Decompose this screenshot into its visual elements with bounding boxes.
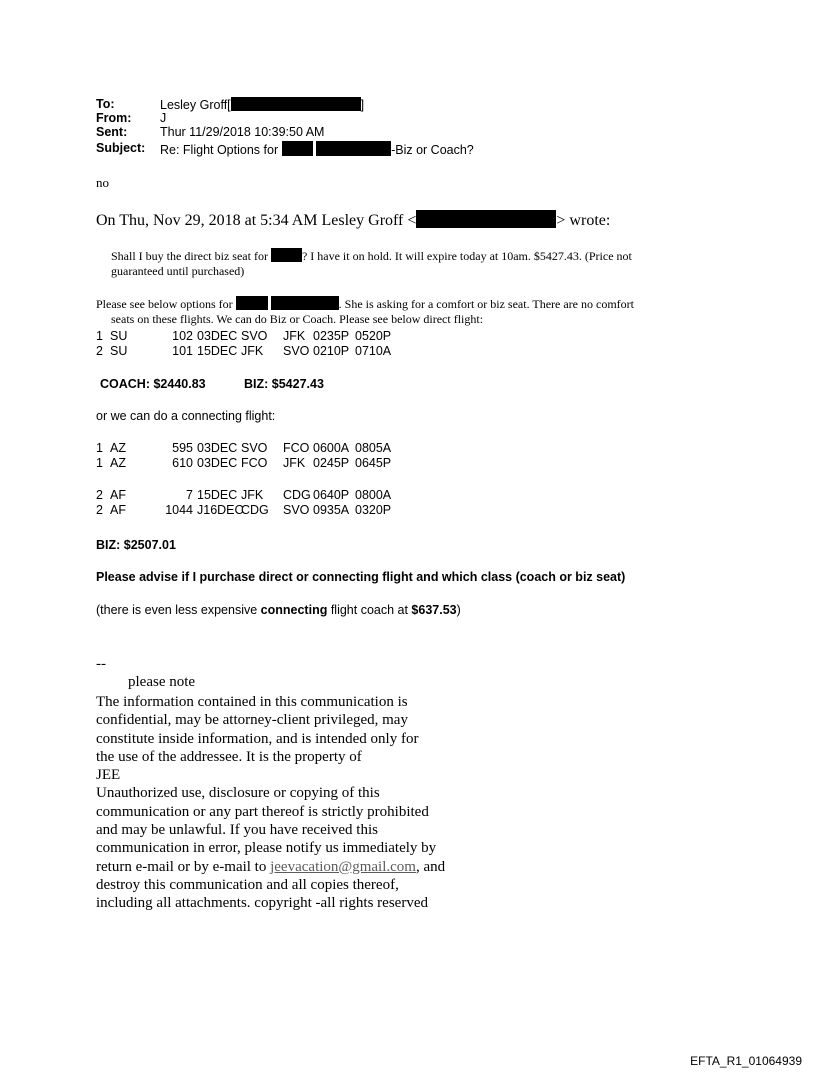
flight-num: 7 (186, 488, 193, 502)
redaction (231, 97, 361, 111)
note-e: ) (456, 603, 461, 617)
biz-price: BIZ: $5427.43 (244, 377, 324, 391)
flight-seg: 2 (96, 503, 103, 517)
flight-to: SVO (283, 344, 310, 358)
flight-arr: 0520P (355, 329, 392, 343)
disclaimer-line: confidential, may be attorney-client privileged, may (96, 712, 408, 729)
quote-suffix: > wrote: (556, 212, 611, 229)
from-value: J (160, 111, 167, 125)
redaction (282, 141, 313, 156)
flight-seg: 1 (96, 456, 103, 470)
flight-from: FCO (241, 456, 268, 470)
connecting-intro: or we can do a connecting flight: (96, 409, 276, 423)
note-d: $637.53 (411, 603, 457, 617)
disclaimer-line: The information contained in this communication is (96, 694, 408, 710)
flight-airline: AZ (110, 456, 126, 470)
quote-prefix: On Thu, Nov 29, 2018 at 5:34 AM Lesley Groff < (96, 212, 417, 229)
options-text-b: . She is asking for a comfort or biz seat. There are no comfort (338, 297, 634, 311)
flight-date: 03DEC (197, 329, 238, 343)
flight-seg: 1 (96, 329, 103, 343)
flight-from: JFK (241, 344, 264, 358)
options-line-2: seats on these flights. We can do Biz or Coach. Please see below direct flight: (111, 312, 484, 326)
to-name: Lesley Groff[ (160, 98, 231, 112)
disclaimer-line: constitute inside information, and is intended only for (96, 730, 419, 747)
flight-dep: 0245P (313, 456, 350, 470)
disclaimer-line: Unauthorized use, disclosure or copying of this (96, 785, 380, 802)
flight-date: J16DEC (197, 503, 244, 517)
flight-from: JFK (241, 488, 264, 502)
flight-num: 102 (172, 329, 193, 343)
to-value (160, 97, 364, 112)
flight-airline: AF (110, 503, 126, 517)
disclaimer-line: JEE (96, 767, 121, 784)
flight-seg: 1 (96, 441, 103, 455)
flight-airline: AF (110, 488, 126, 502)
note-c: flight coach at (327, 603, 412, 617)
flight-arr: 0805A (355, 441, 392, 455)
email-suffix: , and (415, 858, 446, 875)
flight-airline: SU (110, 329, 128, 343)
quoted-text-a: Shall I buy the direct biz seat for (111, 249, 268, 263)
flight-dep: 0640P (313, 488, 350, 502)
flight-from: SVO (241, 329, 268, 343)
redaction (236, 296, 268, 310)
coach-price: COACH: $2440.83 (100, 377, 206, 391)
disclaimer-line: communication in error, please notify us immediately by (96, 840, 437, 857)
flight-arr: 0645P (355, 456, 392, 470)
from-row (0, 111, 816, 125)
reply-text: no (96, 175, 109, 190)
to-row (0, 97, 816, 111)
flight-dep: 0600A (313, 441, 350, 455)
disclaimer-email-line (96, 858, 476, 876)
sent-label: Sent: (96, 125, 128, 139)
advise-text: Please advise if I purchase direct or connecting flight and which class (coach or biz seat) (96, 570, 626, 584)
flight-dep: 0210P (313, 344, 350, 358)
disclaimer-line: including all attachments. copyright -all rights reserved (96, 895, 428, 912)
connecting-biz-price: BIZ: $2507.01 (96, 538, 176, 552)
flight-dep: 0235P (313, 329, 350, 343)
sent-value: Thur 11/29/2018 10:39:50 AM (160, 125, 325, 139)
redaction (316, 141, 391, 156)
flight-seg: 2 (96, 488, 103, 502)
flight-date: 03DEC (197, 456, 238, 470)
flight-num: 610 (172, 456, 193, 470)
redaction (416, 210, 556, 228)
note-b: connecting (260, 603, 328, 617)
flight-arr: 0320P (355, 503, 392, 517)
flight-to: SVO (283, 503, 310, 517)
flight-num: 1044 (165, 503, 193, 517)
flight-to: FCO (283, 441, 310, 455)
cheaper-note (96, 603, 461, 617)
flight-from: CDG (241, 503, 269, 517)
options-text-a: Please see below options for (96, 297, 233, 311)
flight-to: CDG (283, 488, 311, 502)
flight-seg: 2 (96, 344, 103, 358)
signature-dashes: -- (96, 656, 106, 672)
from-label: From: (96, 111, 132, 125)
redaction (271, 296, 339, 310)
sent-row (0, 125, 816, 139)
subject-row (0, 141, 816, 155)
flight-from: SVO (241, 441, 268, 455)
please-note: please note (128, 674, 196, 690)
document-id: EFTA_R1_01064939 (690, 1054, 802, 1068)
note-a: (there is even less expensive (96, 603, 261, 617)
disclaimer (96, 693, 476, 913)
quoted-line-2: guaranteed until purchased) (111, 264, 245, 278)
flight-date: 03DEC (197, 441, 238, 455)
quoted-text-b: ? I have it on hold. It will expire today at 10am. $5427.43. (Price not (301, 249, 632, 263)
flight-airline: SU (110, 344, 128, 358)
disclaimer-line: and may be unlawful. If you have received this (96, 822, 378, 839)
flight-airline: AZ (110, 441, 126, 455)
disclaimer-line: destroy this communication and all copies thereof, (96, 876, 399, 893)
flight-to: JFK (283, 329, 306, 343)
to-label: To: (96, 97, 115, 111)
email-prefix: return e-mail or by e-mail to (96, 858, 271, 875)
subject-value (160, 141, 474, 157)
flight-date: 15DEC (197, 344, 238, 358)
flight-to: JFK (283, 456, 306, 470)
flight-num: 101 (172, 344, 193, 358)
subject-prefix: Re: Flight Options for (160, 143, 279, 157)
flight-arr: 0800A (355, 488, 392, 502)
disclaimer-line: communication or any part thereof is strictly prohibited (96, 803, 429, 820)
options-line-1 (96, 296, 634, 312)
to-end: ] (360, 98, 365, 112)
redaction (271, 248, 302, 262)
quote-header (96, 210, 610, 230)
flight-arr: 0710A (355, 344, 392, 358)
subject-suffix: -Biz or Coach? (391, 143, 474, 157)
flight-dep: 0935A (313, 503, 350, 517)
quoted-line-1 (111, 248, 632, 264)
flight-num: 595 (172, 441, 193, 455)
disclaimer-line: the use of the addressee. It is the property of (96, 748, 362, 765)
flight-date: 15DEC (197, 488, 238, 502)
subject-label: Subject: (96, 141, 146, 155)
email-link[interactable]: jeevacation@gmail.com (270, 858, 416, 875)
